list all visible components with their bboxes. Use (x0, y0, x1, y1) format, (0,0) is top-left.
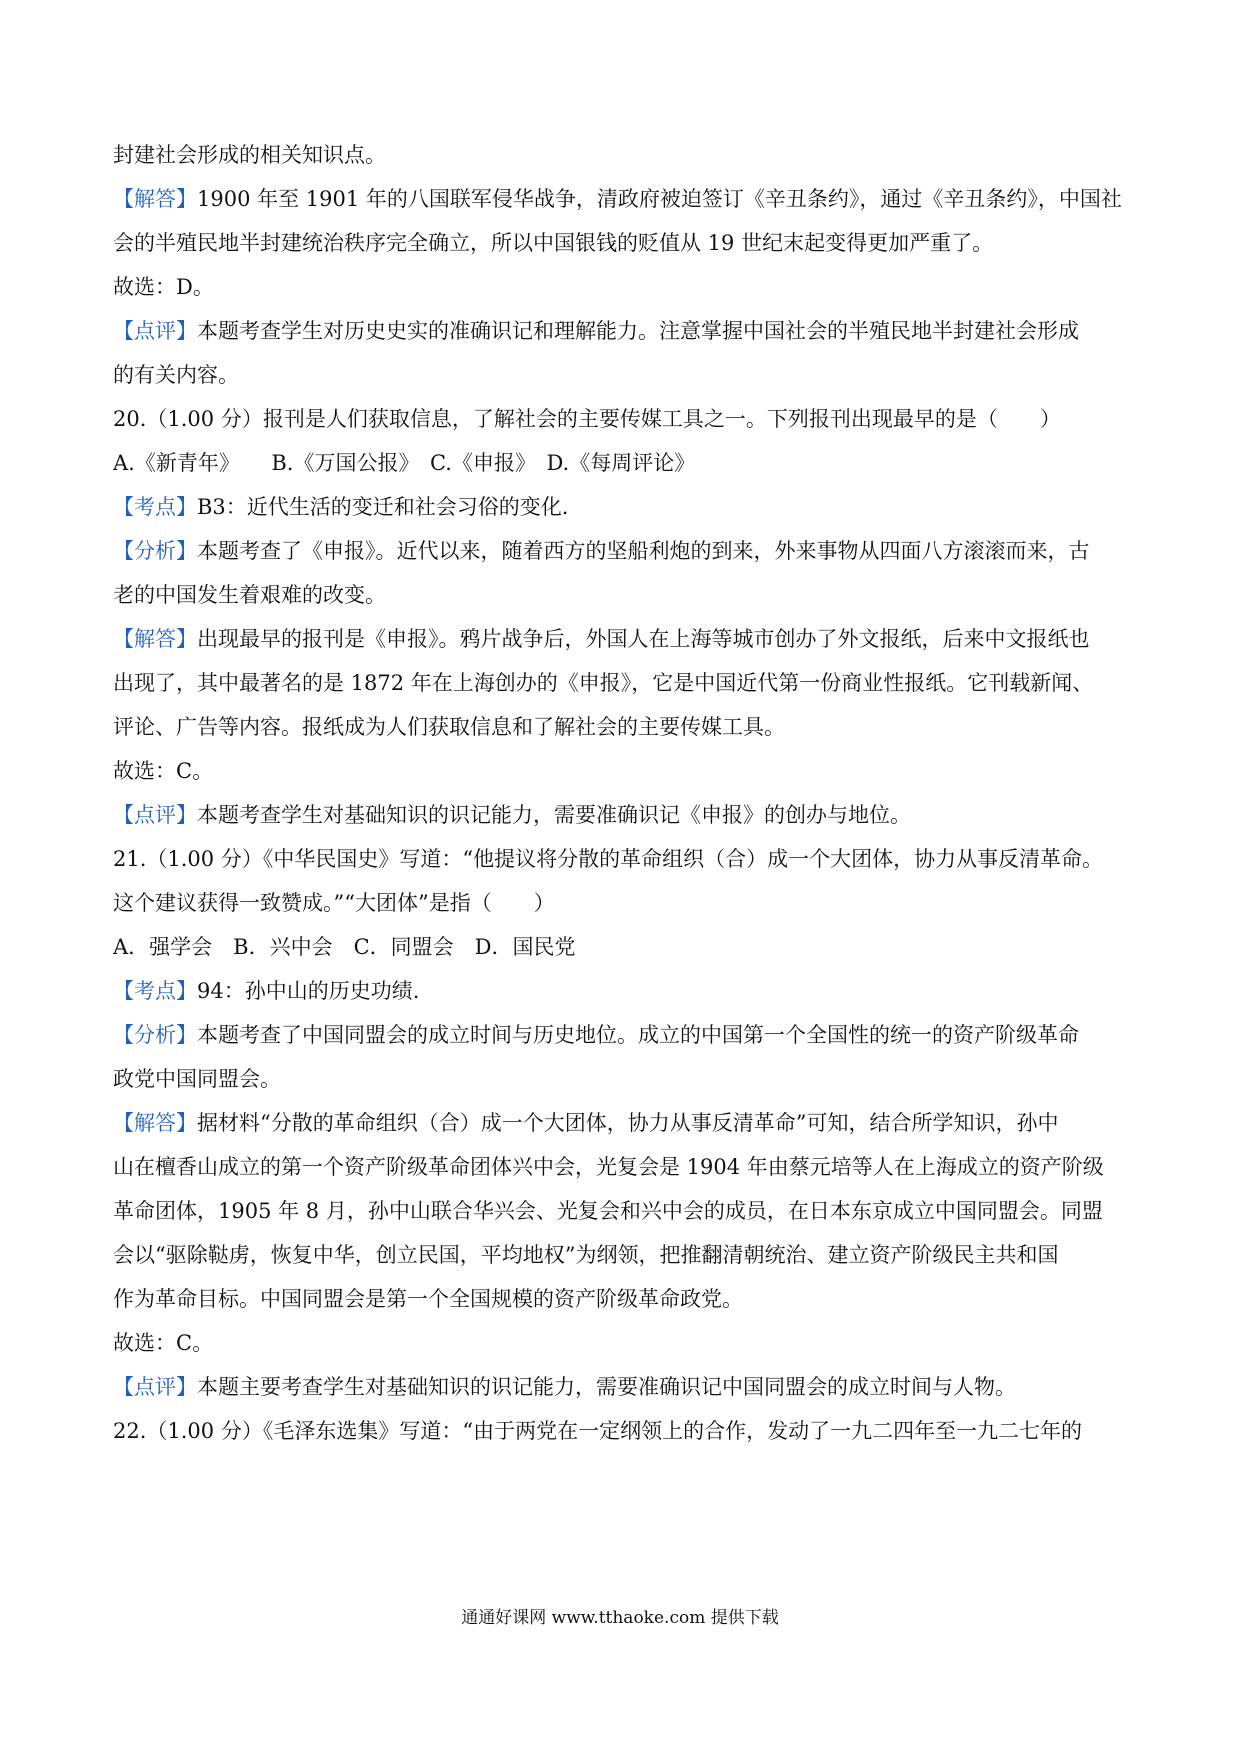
text-line (113, 932, 1133, 962)
text-line (113, 228, 1133, 258)
line-text: 封建社会形成的相关知识点。 (113, 143, 386, 167)
text-line (113, 1416, 1133, 1446)
line-text: 据材料“分散的革命组织（合）成一个大团体，协力从事反清革命”可知，结合所学知识，孙中 (197, 1111, 1059, 1135)
text-line (113, 712, 1133, 742)
text-line (113, 316, 1133, 346)
text-line (113, 360, 1133, 390)
text-line (113, 1152, 1133, 1182)
section-tag: 【考点】 (113, 979, 197, 1003)
line-text: 的有关内容。 (113, 363, 239, 387)
text-line (113, 580, 1133, 610)
line-text: 本题考查了中国同盟会的成立时间与历史地位。成立的中国第一个全国性的统一的资产阶级革命 (197, 1023, 1079, 1047)
line-text: 这个建议获得一致赞成。”“大团体”是指（ ） (113, 891, 555, 915)
line-text: 1900 年至 1901 年的八国联军侵华战争，清政府被迫签订《辛丑条约》，通过《辛丑条约》，中国社 (197, 187, 1122, 211)
line-text: 22.（1.00 分）《毛泽东选集》写道：“由于两党在一定纲领上的合作，发动了一九二四年至一九二七年的 (113, 1419, 1083, 1443)
line-text: 出现最早的报刊是《申报》。鸦片战争后，外国人在上海等城市创办了外文报纸，后来中文报纸也 (197, 627, 1090, 651)
line-text: 会以“驱除鞑虏，恢复中华，创立民国，平均地权”为纲领，把推翻清朝统治、建立资产阶级民主共和国 (113, 1243, 1059, 1267)
text-line (113, 976, 1133, 1006)
section-tag: 【解答】 (113, 1111, 197, 1135)
section-tag: 【解答】 (113, 187, 197, 211)
text-line (113, 1372, 1133, 1402)
line-text: 革命团体，1905 年 8 月，孙中山联合华兴会、光复会和兴中会的成员，在日本东京成立中国同盟会。同盟 (113, 1199, 1103, 1223)
text-line (113, 1196, 1133, 1226)
section-tag: 【分析】 (113, 1023, 197, 1047)
text-line (113, 1020, 1133, 1050)
text-line (113, 140, 1133, 170)
text-line (113, 624, 1133, 654)
line-text: 作为革命目标。中国同盟会是第一个全国规模的资产阶级革命政党。 (113, 1287, 743, 1311)
text-line (113, 492, 1133, 522)
line-text: 出现了，其中最著名的是 1872 年在上海创办的《申报》，它是中国近代第一份商业性报纸。它刊载新闻、 (113, 671, 1094, 695)
line-text: A.《新青年》 B.《万国公报》 C.《申报》 D.《每周评论》 (113, 451, 696, 475)
text-line (113, 888, 1133, 918)
line-text: 本题主要考查学生对基础知识的识记能力，需要准确识记中国同盟会的成立时间与人物。 (197, 1375, 1016, 1399)
text-line (113, 404, 1133, 434)
line-text: 21.（1.00 分）《中华民国史》写道：“他提议将分散的革命组织（合）成一个大团体，协力从事反清革命。 (113, 847, 1104, 871)
text-line (113, 272, 1133, 302)
line-text: 本题考查学生对基础知识的识记能力，需要准确识记《申报》的创办与地位。 (197, 803, 911, 827)
line-text: 故选：D。 (113, 275, 214, 299)
text-line (113, 1328, 1133, 1358)
line-text: 本题考查学生对历史史实的准确识记和理解能力。注意掌握中国社会的半殖民地半封建社会形成 (197, 319, 1079, 343)
text-line (113, 1284, 1133, 1314)
line-text: 评论、广告等内容。报纸成为人们获取信息和了解社会的主要传媒工具。 (113, 715, 785, 739)
text-line (113, 668, 1133, 698)
section-tag: 【分析】 (113, 539, 197, 563)
line-text: A．强学会 B．兴中会 C．同盟会 D．国民党 (113, 935, 576, 959)
section-tag: 【点评】 (113, 319, 197, 343)
line-text: 老的中国发生着艰难的改变。 (113, 583, 386, 607)
section-tag: 【点评】 (113, 1375, 197, 1399)
section-tag: 【解答】 (113, 627, 197, 651)
text-line (113, 800, 1133, 830)
text-line (113, 448, 1133, 478)
page-footer: 通通好课网 www.tthaoke.com 提供下载 (461, 1608, 779, 1628)
line-text: 故选：C。 (113, 1331, 214, 1355)
line-text: 20.（1.00 分）报刊是人们获取信息，了解社会的主要传媒工具之一。下列报刊出现最早的是（ ） (113, 407, 1061, 431)
section-tag: 【考点】 (113, 495, 197, 519)
text-line (113, 1064, 1133, 1094)
line-text: B3：近代生活的变迁和社会习俗的变化. (197, 495, 569, 519)
line-text: 本题考查了《申报》。近代以来，随着西方的坚船利炮的到来，外来事物从四面八方滚滚而来，古 (197, 539, 1090, 563)
line-text: 会的半殖民地半封建统治秩序完全确立，所以中国银钱的贬值从 19 世纪末起变得更加严重了。 (113, 231, 994, 255)
text-line (113, 756, 1133, 786)
line-text: 政党中国同盟会。 (113, 1067, 281, 1091)
line-text: 94：孙中山的历史功绩. (197, 979, 420, 1003)
line-text: 山在檀香山成立的第一个资产阶级革命团体兴中会，光复会是 1904 年由蔡元培等人在上海成立的资产阶级 (113, 1155, 1104, 1179)
text-line (113, 1240, 1133, 1270)
line-text: 故选：C。 (113, 759, 214, 783)
text-line (113, 1108, 1133, 1138)
text-line (113, 844, 1133, 874)
text-line (113, 536, 1133, 566)
text-line (113, 184, 1133, 214)
section-tag: 【点评】 (113, 803, 197, 827)
